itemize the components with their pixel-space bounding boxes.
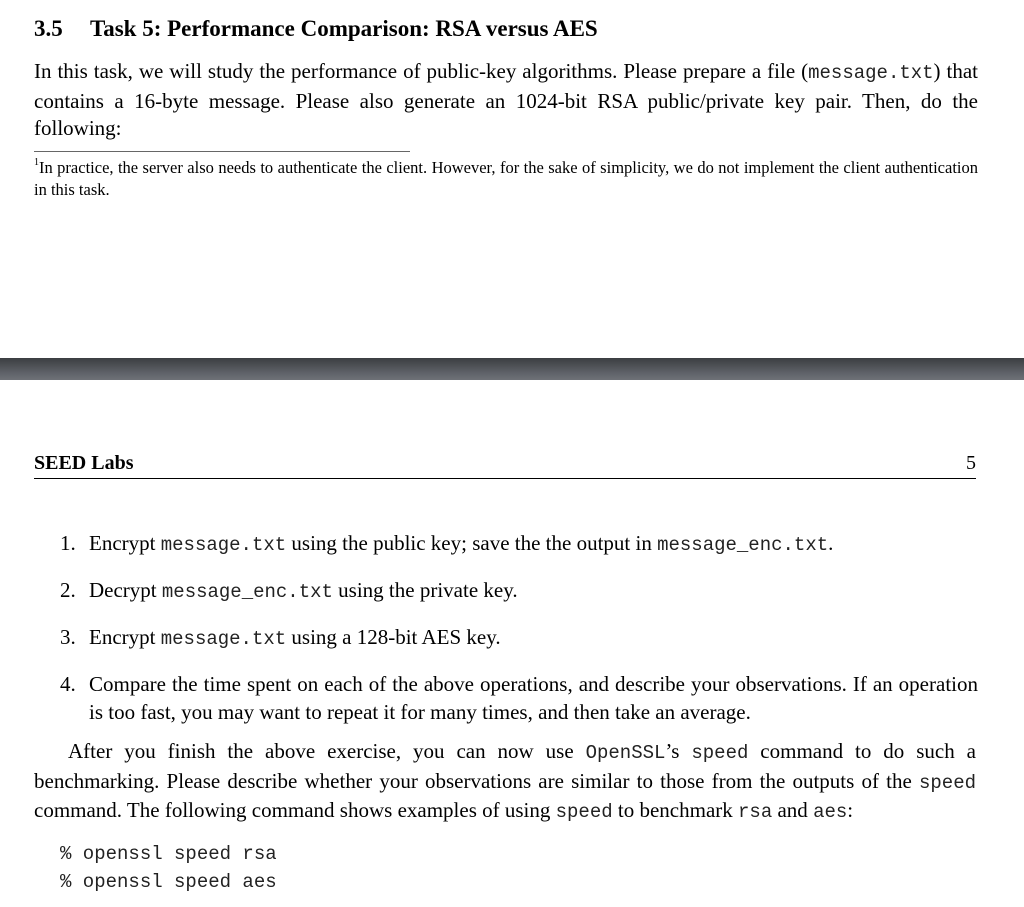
task-marker: 2. [60,578,76,602]
task-text: Decrypt [89,578,162,602]
code-block [60,840,277,896]
intro-filename: message.txt [808,62,934,84]
task-code: message.txt [160,628,287,650]
paragraph-text: command. The following command shows examples of using [34,798,556,822]
task-item-2 [60,577,978,607]
paragraph-code: speed [555,801,613,823]
paragraph-code: speed [691,742,749,764]
task-item-3 [60,624,978,654]
task-list [60,530,978,744]
section-number: 3.5 [34,16,63,41]
task-text: using the private key. [332,578,518,602]
paragraph-text: to benchmark [612,798,739,822]
task-text: using a 128-bit AES key. [286,625,501,649]
paragraph-code: speed [918,771,976,794]
footnote [34,157,978,201]
task-text: Compare the time spent on each of the above operations, and describe your observations. If an operation is too fast, you may want to repeat it for many times, and then take an average. [89,672,978,724]
task-marker: 4. [60,672,76,696]
paragraph-code: OpenSSL [585,742,666,764]
running-header [34,450,976,479]
task-item-1 [60,530,978,560]
task-code: message.txt [160,534,287,556]
code-line-2: % openssl speed aes [60,871,277,893]
intro-text-1: In this task, we will study the performance of public-key algorithms. Please prepare a file ( [34,59,809,83]
task-marker: 1. [60,531,76,555]
task-item-4 [60,671,978,726]
task-text: . [828,531,834,555]
section-heading [34,14,598,44]
document-page-bottom [0,380,1024,907]
footnote-text: In practice, the server also needs to authenticate the client. However, for the sake of simplicity, we do not implement the client authentication in this task. [34,158,978,199]
task-marker: 3. [60,625,76,649]
task-text: Encrypt [89,531,161,555]
running-header-title: SEED Labs [34,452,134,474]
paragraph-text: : [847,798,854,822]
paragraph-code: rsa [738,801,773,823]
page-number: 5 [966,452,976,474]
paragraph-text: After you finish the above exercise, you can now use [68,739,586,763]
paragraph-code: aes [813,801,848,823]
document-page-top [0,0,1024,358]
footnote-rule [34,151,410,152]
code-line-1: % openssl speed rsa [60,843,277,865]
paragraph-text: and [772,798,814,822]
task-text: using the public key; save the the output in [286,531,658,555]
intro-paragraph [34,58,978,143]
task-code: message_enc.txt [657,534,829,556]
task-code: message_enc.txt [161,581,333,603]
benchmark-paragraph [34,738,976,827]
intro-text-2: ) that contains a 16-byte message. Please also generate an 1024-bit RSA public/private key pair. Then, do the following: [34,59,978,140]
paragraph-text: ’s [665,739,692,763]
task-text: Encrypt [89,625,161,649]
section-title: Task 5: Performance Comparison: RSA versus AES [90,16,598,41]
paragraph-text: command to do such a benchmarking. Please describe whether your observations are similar to those from the outputs of the [34,739,976,793]
page-separator [0,358,1024,380]
footnote-marker: 1 [34,157,39,168]
